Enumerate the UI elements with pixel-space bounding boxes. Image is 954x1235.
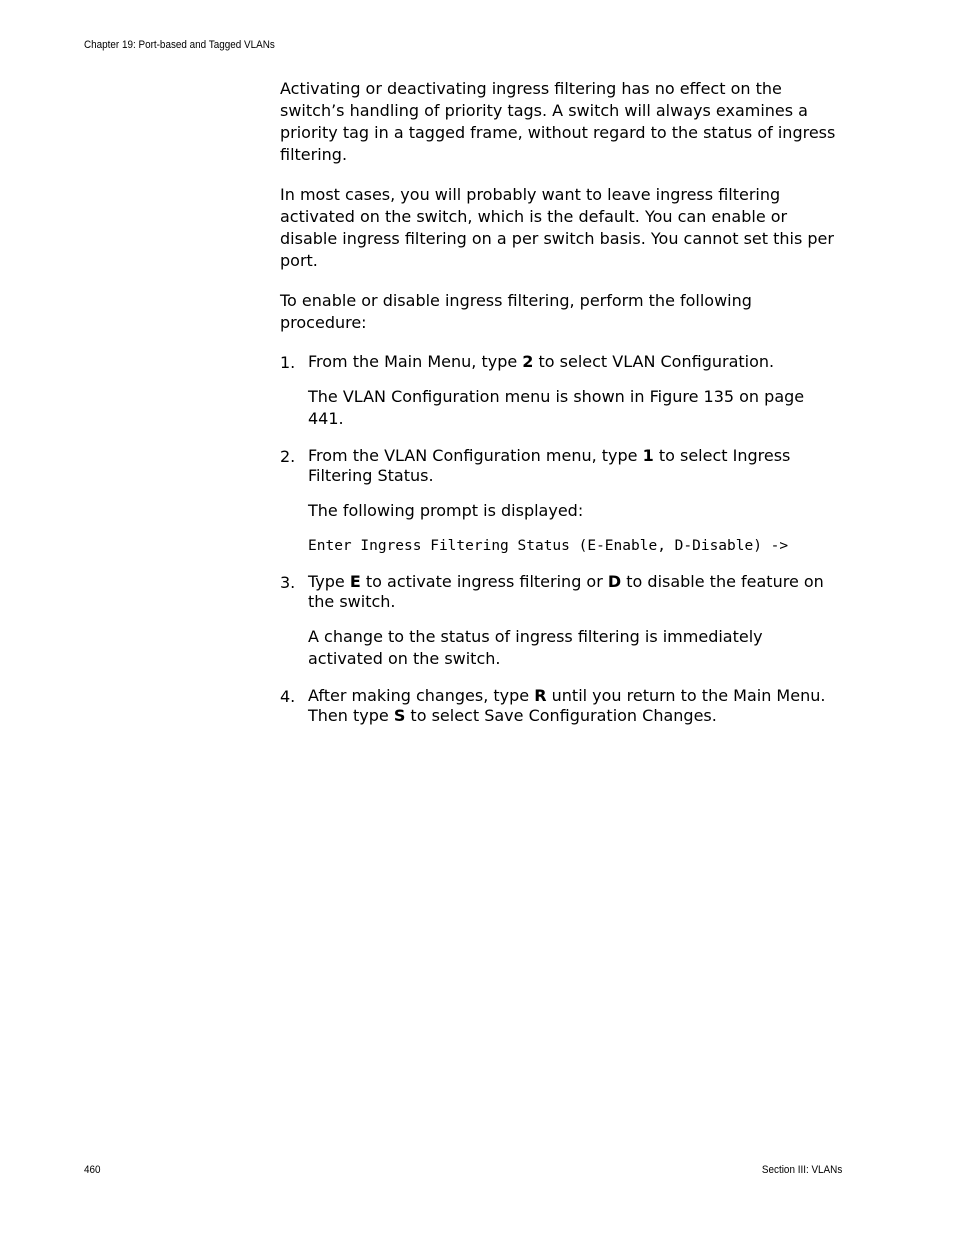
step-number: 4. (280, 687, 296, 706)
procedure-step-4 (280, 686, 842, 726)
paragraph: To enable or disable ingress filtering, perform the following procedure: (280, 291, 752, 332)
page-number: 460 (84, 1164, 101, 1176)
step-instruction: From the Main Menu, type 2 to select VLAN Configuration. (308, 352, 775, 371)
step-note: A change to the status of ingress filtering is immediately activated on the switch. (308, 627, 763, 668)
step-note: The following prompt is displayed: (308, 501, 584, 520)
step-instruction: From the VLAN Configuration menu, type 1 to select Ingress Filtering Status. (308, 446, 791, 485)
procedure-step-1 (280, 352, 842, 430)
procedure-steps (280, 352, 842, 726)
step-number: 1. (280, 353, 296, 372)
key-label: R (534, 686, 547, 705)
procedure-step-3 (280, 572, 842, 670)
step-instruction: Type E to activate ingress filtering or D to disable the feature on the switch. (308, 572, 824, 611)
step-instruction: After making changes, type R until you return to the Main Menu. Then type S to select Save Configuration Changes. (308, 686, 826, 725)
key-label: 1 (642, 446, 654, 465)
key-label: D (607, 572, 622, 591)
section-title: Section III: VLANs (761, 1164, 842, 1176)
procedure-step-2 (280, 446, 842, 556)
paragraph: Activating or deactivating ingress filtering has no effect on the switch’s handling of priority tags. A switch will always examines a priority tag in a tagged frame, without regard to the status of ingress filtering. (280, 79, 836, 164)
step-note: The VLAN Configuration menu is shown in Figure 135 on page 441. (308, 387, 805, 428)
key-label: S (393, 706, 406, 725)
step-number: 3. (280, 573, 296, 592)
key-label: E (349, 572, 361, 591)
body-content (280, 78, 842, 742)
key-label: 2 (522, 352, 534, 371)
paragraph: In most cases, you will probably want to leave ingress filtering activated on the switch, which is the default. You can enable or disable ingress filtering on a per switch basis. You cannot set this per port. (280, 185, 834, 270)
running-header: Chapter 19: Port-based and Tagged VLANs (84, 39, 275, 51)
prompt-code: Enter Ingress Filtering Status (E-Enable, D-Disable) -> (308, 538, 789, 554)
step-number: 2. (280, 447, 296, 466)
